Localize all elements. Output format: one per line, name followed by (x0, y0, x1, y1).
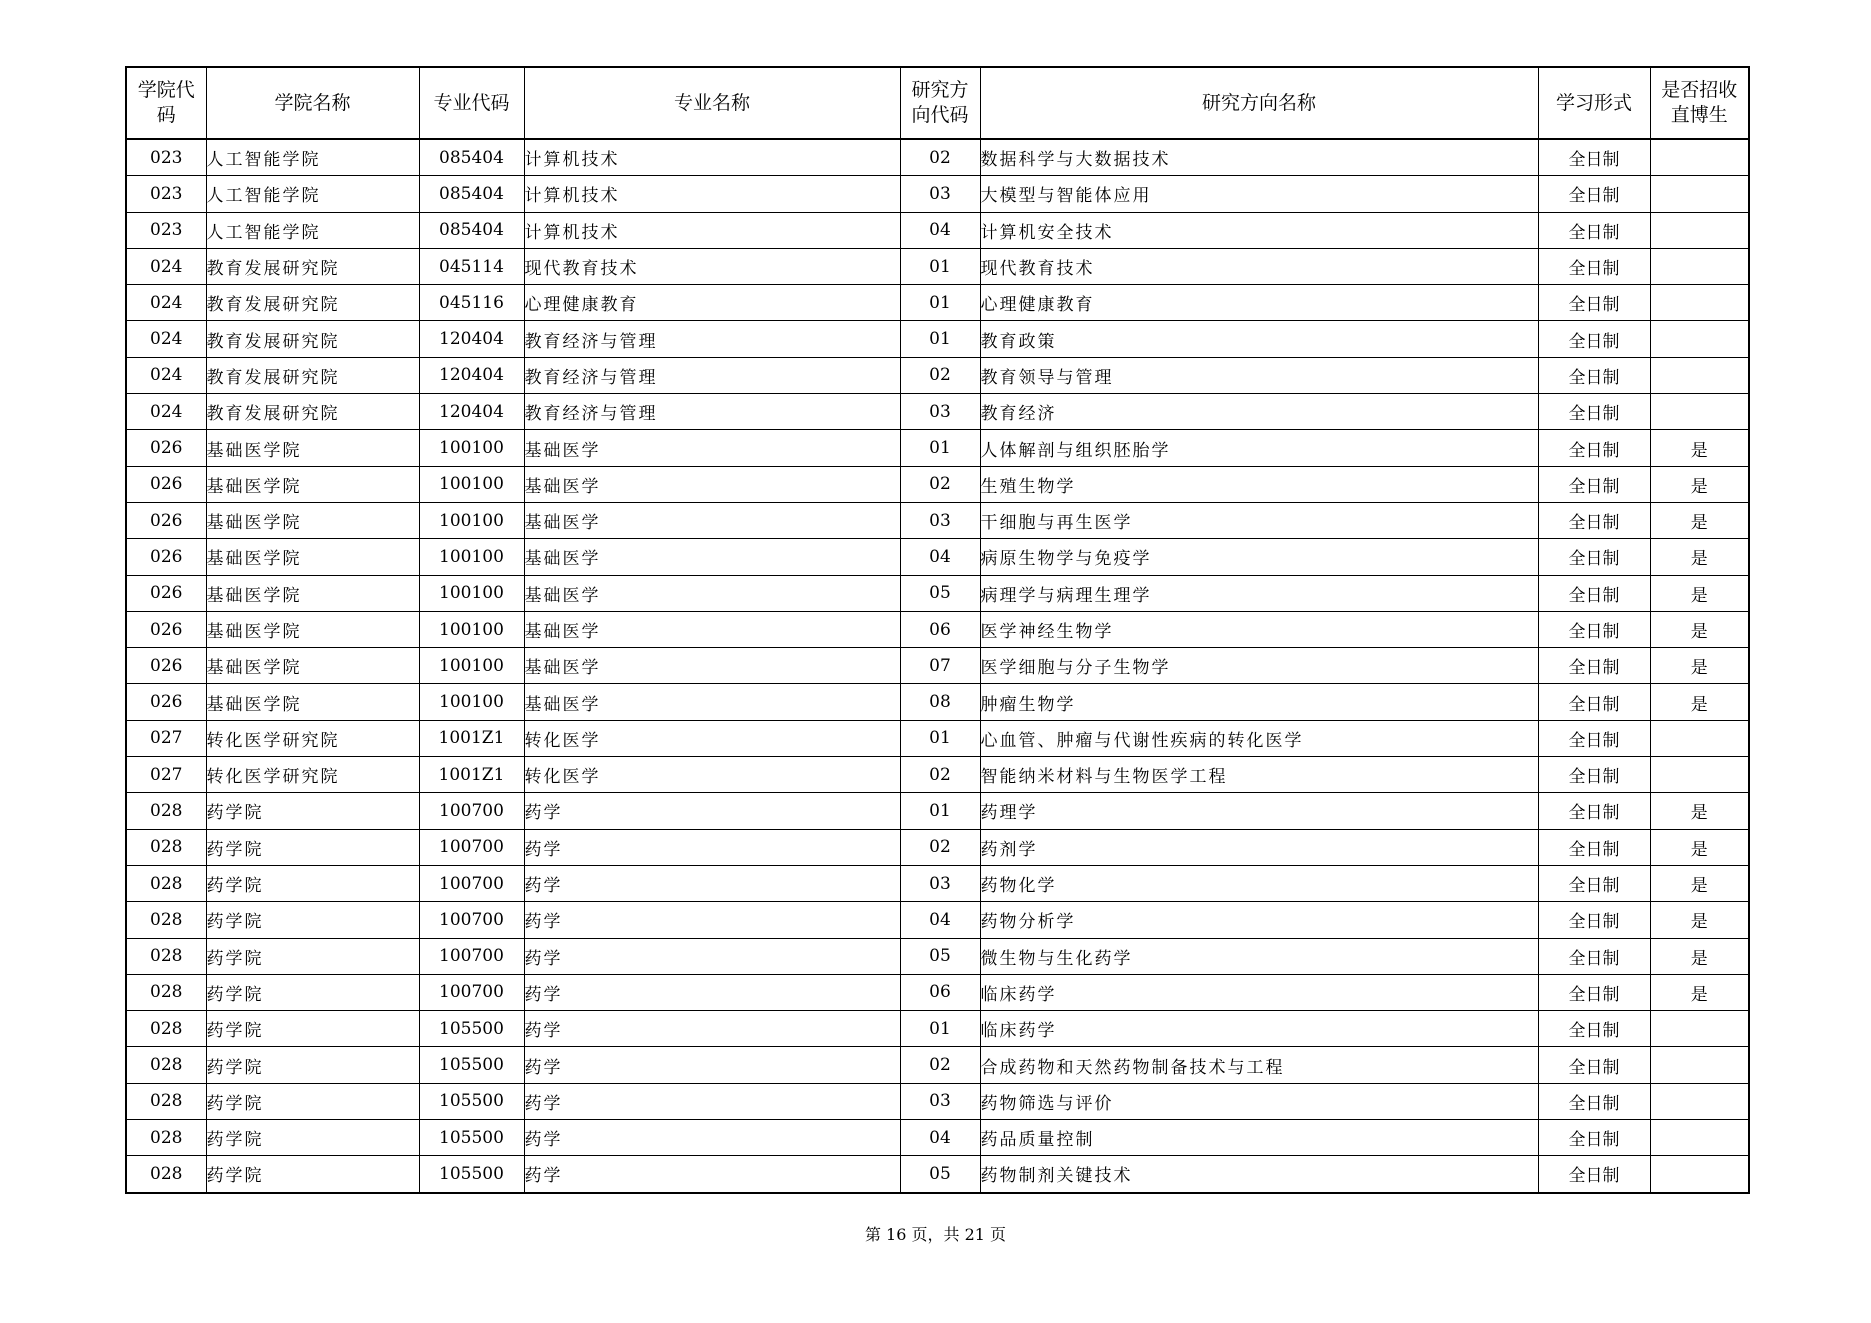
major-code-cell: 105500 (419, 1011, 524, 1047)
table-row (126, 575, 1749, 611)
direction-code-cell: 04 (900, 212, 980, 248)
college-code-cell: 024 (126, 357, 206, 393)
direct-phd-cell: 是 (1650, 466, 1749, 502)
college-code-cell: 024 (126, 394, 206, 430)
direct-phd-cell (1650, 1156, 1749, 1193)
college-code-cell: 023 (126, 176, 206, 212)
major-code-cell: 120404 (419, 321, 524, 357)
major-code-cell: 100100 (419, 502, 524, 538)
table-row (126, 502, 1749, 538)
study-mode-cell: 全日制 (1538, 865, 1650, 901)
direct-phd-cell: 是 (1650, 974, 1749, 1010)
college-name-cell: 基础医学院 (206, 430, 419, 466)
study-mode-cell: 全日制 (1538, 176, 1650, 212)
table-row (126, 757, 1749, 793)
major-name-cell: 基础医学 (524, 502, 900, 538)
direct-phd-cell (1650, 1047, 1749, 1083)
direction-code-cell: 04 (900, 902, 980, 938)
direct-phd-cell: 是 (1650, 502, 1749, 538)
direct-phd-cell: 是 (1650, 684, 1749, 720)
major-name-cell: 转化医学 (524, 757, 900, 793)
college-name-cell: 教育发展研究院 (206, 394, 419, 430)
major-code-cell: 100100 (419, 430, 524, 466)
direction-name-cell: 病原生物学与免疫学 (980, 539, 1538, 575)
college-name-cell: 基础医学院 (206, 539, 419, 575)
table-row (126, 176, 1749, 212)
header-major-code: 专业代码 (419, 67, 524, 139)
table-row (126, 212, 1749, 248)
direct-phd-cell (1650, 757, 1749, 793)
major-name-cell: 教育经济与管理 (524, 357, 900, 393)
direction-code-cell: 01 (900, 793, 980, 829)
major-code-cell: 100700 (419, 974, 524, 1010)
major-code-cell: 120404 (419, 357, 524, 393)
table-row (126, 539, 1749, 575)
major-code-cell: 105500 (419, 1083, 524, 1119)
major-code-cell: 045114 (419, 248, 524, 284)
direction-code-cell: 02 (900, 139, 980, 176)
direction-code-cell: 06 (900, 611, 980, 647)
table-row (126, 1011, 1749, 1047)
major-code-cell: 100700 (419, 829, 524, 865)
table-row (126, 902, 1749, 938)
major-code-cell: 1001Z1 (419, 720, 524, 756)
table-row (126, 139, 1749, 176)
direction-code-cell: 03 (900, 1083, 980, 1119)
direction-name-cell: 肿瘤生物学 (980, 684, 1538, 720)
study-mode-cell: 全日制 (1538, 1047, 1650, 1083)
direction-name-cell: 心血管、肿瘤与代谢性疾病的转化医学 (980, 720, 1538, 756)
study-mode-cell: 全日制 (1538, 575, 1650, 611)
direction-name-cell: 现代教育技术 (980, 248, 1538, 284)
direction-code-cell: 04 (900, 539, 980, 575)
college-name-cell: 药学院 (206, 829, 419, 865)
college-code-cell: 023 (126, 139, 206, 176)
direct-phd-cell (1650, 176, 1749, 212)
direct-phd-cell: 是 (1650, 938, 1749, 974)
direction-name-cell: 药物制剂关键技术 (980, 1156, 1538, 1193)
college-code-cell: 024 (126, 285, 206, 321)
direction-code-cell: 01 (900, 248, 980, 284)
study-mode-cell: 全日制 (1538, 430, 1650, 466)
direction-name-cell: 医学细胞与分子生物学 (980, 648, 1538, 684)
direct-phd-cell: 是 (1650, 648, 1749, 684)
college-name-cell: 药学院 (206, 1156, 419, 1193)
header-college-code: 学院代码 (126, 67, 206, 139)
college-code-cell: 028 (126, 829, 206, 865)
college-code-cell: 028 (126, 938, 206, 974)
table-row (126, 865, 1749, 901)
college-code-cell: 028 (126, 865, 206, 901)
study-mode-cell: 全日制 (1538, 539, 1650, 575)
direct-phd-cell: 是 (1650, 829, 1749, 865)
study-mode-cell: 全日制 (1538, 793, 1650, 829)
major-code-cell: 045116 (419, 285, 524, 321)
major-code-cell: 085404 (419, 212, 524, 248)
table-row (126, 938, 1749, 974)
direction-name-cell: 教育政策 (980, 321, 1538, 357)
direction-name-cell: 病理学与病理生理学 (980, 575, 1538, 611)
direct-phd-cell (1650, 1011, 1749, 1047)
direct-phd-cell: 是 (1650, 793, 1749, 829)
major-name-cell: 基础医学 (524, 575, 900, 611)
major-code-cell: 100100 (419, 611, 524, 647)
major-code-cell: 1001Z1 (419, 757, 524, 793)
header-study-mode: 学习形式 (1538, 67, 1650, 139)
study-mode-cell: 全日制 (1538, 1156, 1650, 1193)
direction-code-cell: 08 (900, 684, 980, 720)
direct-phd-cell: 是 (1650, 539, 1749, 575)
college-name-cell: 药学院 (206, 1011, 419, 1047)
college-code-cell: 026 (126, 575, 206, 611)
college-code-cell: 027 (126, 720, 206, 756)
direction-code-cell: 07 (900, 648, 980, 684)
direct-phd-cell (1650, 139, 1749, 176)
major-name-cell: 现代教育技术 (524, 248, 900, 284)
table-row (126, 829, 1749, 865)
college-code-cell: 028 (126, 1120, 206, 1156)
direction-code-cell: 06 (900, 974, 980, 1010)
page-number-footer: 第 16 页，共 21 页 (864, 1225, 1007, 1244)
direction-name-cell: 数据科学与大数据技术 (980, 139, 1538, 176)
major-code-cell: 100700 (419, 938, 524, 974)
major-name-cell: 基础医学 (524, 684, 900, 720)
college-name-cell: 教育发展研究院 (206, 248, 419, 284)
college-name-cell: 转化医学研究院 (206, 720, 419, 756)
direction-name-cell: 生殖生物学 (980, 466, 1538, 502)
college-name-cell: 基础医学院 (206, 502, 419, 538)
direction-code-cell: 05 (900, 1156, 980, 1193)
enrollment-table (125, 66, 1750, 1194)
direction-name-cell: 计算机安全技术 (980, 212, 1538, 248)
college-name-cell: 教育发展研究院 (206, 321, 419, 357)
college-code-cell: 028 (126, 902, 206, 938)
study-mode-cell: 全日制 (1538, 720, 1650, 756)
college-code-cell: 028 (126, 1156, 206, 1193)
direction-name-cell: 临床药学 (980, 1011, 1538, 1047)
study-mode-cell: 全日制 (1538, 248, 1650, 284)
direction-code-cell: 01 (900, 285, 980, 321)
study-mode-cell: 全日制 (1538, 938, 1650, 974)
direction-code-cell: 02 (900, 466, 980, 502)
table-row (126, 1156, 1749, 1193)
study-mode-cell: 全日制 (1538, 212, 1650, 248)
study-mode-cell: 全日制 (1538, 1083, 1650, 1119)
college-name-cell: 药学院 (206, 902, 419, 938)
college-name-cell: 药学院 (206, 1120, 419, 1156)
major-code-cell: 120404 (419, 394, 524, 430)
major-code-cell: 100100 (419, 648, 524, 684)
college-name-cell: 基础医学院 (206, 684, 419, 720)
direct-phd-cell (1650, 357, 1749, 393)
study-mode-cell: 全日制 (1538, 466, 1650, 502)
direction-code-cell: 04 (900, 1120, 980, 1156)
major-name-cell: 计算机技术 (524, 176, 900, 212)
major-code-cell: 100100 (419, 539, 524, 575)
study-mode-cell: 全日制 (1538, 902, 1650, 938)
table-header (126, 67, 1749, 139)
direction-name-cell: 合成药物和天然药物制备技术与工程 (980, 1047, 1538, 1083)
major-code-cell: 105500 (419, 1047, 524, 1083)
major-name-cell: 教育经济与管理 (524, 321, 900, 357)
college-name-cell: 药学院 (206, 865, 419, 901)
college-code-cell: 026 (126, 611, 206, 647)
header-direct-phd: 是否招收直博生 (1650, 67, 1749, 139)
study-mode-cell: 全日制 (1538, 321, 1650, 357)
study-mode-cell: 全日制 (1538, 1011, 1650, 1047)
college-name-cell: 药学院 (206, 1047, 419, 1083)
header-college-name: 学院名称 (206, 67, 419, 139)
major-code-cell: 105500 (419, 1120, 524, 1156)
college-code-cell: 028 (126, 1011, 206, 1047)
major-code-cell: 100100 (419, 684, 524, 720)
direction-name-cell: 心理健康教育 (980, 285, 1538, 321)
college-code-cell: 023 (126, 212, 206, 248)
major-name-cell: 药学 (524, 829, 900, 865)
study-mode-cell: 全日制 (1538, 285, 1650, 321)
direction-name-cell: 人体解剖与组织胚胎学 (980, 430, 1538, 466)
study-mode-cell: 全日制 (1538, 394, 1650, 430)
direct-phd-cell: 是 (1650, 865, 1749, 901)
table-row (126, 285, 1749, 321)
direct-phd-cell (1650, 212, 1749, 248)
direction-code-cell: 03 (900, 502, 980, 538)
major-name-cell: 教育经济与管理 (524, 394, 900, 430)
college-name-cell: 人工智能学院 (206, 212, 419, 248)
header-major-name: 专业名称 (524, 67, 900, 139)
college-code-cell: 026 (126, 466, 206, 502)
college-code-cell: 026 (126, 648, 206, 684)
direction-name-cell: 临床药学 (980, 974, 1538, 1010)
direct-phd-cell (1650, 394, 1749, 430)
direction-code-cell: 01 (900, 720, 980, 756)
major-name-cell: 药学 (524, 865, 900, 901)
table-row (126, 1047, 1749, 1083)
direction-name-cell: 药理学 (980, 793, 1538, 829)
direction-name-cell: 药物化学 (980, 865, 1538, 901)
direct-phd-cell (1650, 1083, 1749, 1119)
study-mode-cell: 全日制 (1538, 684, 1650, 720)
college-name-cell: 药学院 (206, 974, 419, 1010)
table-row (126, 321, 1749, 357)
direction-name-cell: 微生物与生化药学 (980, 938, 1538, 974)
direct-phd-cell (1650, 321, 1749, 357)
major-name-cell: 心理健康教育 (524, 285, 900, 321)
major-code-cell: 100100 (419, 575, 524, 611)
major-name-cell: 药学 (524, 1011, 900, 1047)
major-code-cell: 085404 (419, 139, 524, 176)
major-name-cell: 基础医学 (524, 539, 900, 575)
direct-phd-cell: 是 (1650, 902, 1749, 938)
direction-name-cell: 药物筛选与评价 (980, 1083, 1538, 1119)
study-mode-cell: 全日制 (1538, 974, 1650, 1010)
college-code-cell: 026 (126, 502, 206, 538)
major-name-cell: 基础医学 (524, 648, 900, 684)
direction-name-cell: 药剂学 (980, 829, 1538, 865)
major-code-cell: 100100 (419, 466, 524, 502)
table-row (126, 357, 1749, 393)
header-direction-code: 研究方向代码 (900, 67, 980, 139)
college-name-cell: 转化医学研究院 (206, 757, 419, 793)
college-name-cell: 教育发展研究院 (206, 285, 419, 321)
table-row (126, 611, 1749, 647)
table-row (126, 1120, 1749, 1156)
table-row (126, 793, 1749, 829)
college-code-cell: 024 (126, 248, 206, 284)
direction-code-cell: 05 (900, 575, 980, 611)
major-code-cell: 100700 (419, 865, 524, 901)
major-name-cell: 基础医学 (524, 466, 900, 502)
college-code-cell: 028 (126, 974, 206, 1010)
direction-code-cell: 02 (900, 357, 980, 393)
major-name-cell: 药学 (524, 1120, 900, 1156)
major-name-cell: 计算机技术 (524, 139, 900, 176)
college-code-cell: 028 (126, 793, 206, 829)
college-name-cell: 基础医学院 (206, 466, 419, 502)
table-row (126, 720, 1749, 756)
study-mode-cell: 全日制 (1538, 648, 1650, 684)
direct-phd-cell: 是 (1650, 430, 1749, 466)
direct-phd-cell: 是 (1650, 575, 1749, 611)
direction-name-cell: 药品质量控制 (980, 1120, 1538, 1156)
major-name-cell: 药学 (524, 938, 900, 974)
major-name-cell: 药学 (524, 1083, 900, 1119)
direction-code-cell: 02 (900, 757, 980, 793)
college-name-cell: 药学院 (206, 1083, 419, 1119)
college-name-cell: 人工智能学院 (206, 176, 419, 212)
direction-name-cell: 干细胞与再生医学 (980, 502, 1538, 538)
major-name-cell: 药学 (524, 1156, 900, 1193)
major-name-cell: 计算机技术 (524, 212, 900, 248)
college-code-cell: 028 (126, 1047, 206, 1083)
college-name-cell: 药学院 (206, 938, 419, 974)
college-name-cell: 基础医学院 (206, 575, 419, 611)
direction-code-cell: 03 (900, 176, 980, 212)
major-code-cell: 100700 (419, 902, 524, 938)
college-code-cell: 027 (126, 757, 206, 793)
major-code-cell: 100700 (419, 793, 524, 829)
table-row (126, 1083, 1749, 1119)
study-mode-cell: 全日制 (1538, 502, 1650, 538)
college-name-cell: 人工智能学院 (206, 139, 419, 176)
major-name-cell: 药学 (524, 974, 900, 1010)
direction-name-cell: 医学神经生物学 (980, 611, 1538, 647)
college-code-cell: 026 (126, 684, 206, 720)
study-mode-cell: 全日制 (1538, 357, 1650, 393)
study-mode-cell: 全日制 (1538, 829, 1650, 865)
direct-phd-cell (1650, 1120, 1749, 1156)
direction-name-cell: 教育领导与管理 (980, 357, 1538, 393)
study-mode-cell: 全日制 (1538, 611, 1650, 647)
college-code-cell: 026 (126, 430, 206, 466)
major-code-cell: 105500 (419, 1156, 524, 1193)
college-code-cell: 026 (126, 539, 206, 575)
direct-phd-cell (1650, 720, 1749, 756)
college-name-cell: 基础医学院 (206, 648, 419, 684)
direct-phd-cell: 是 (1650, 611, 1749, 647)
college-code-cell: 024 (126, 321, 206, 357)
major-name-cell: 转化医学 (524, 720, 900, 756)
major-name-cell: 药学 (524, 793, 900, 829)
direction-name-cell: 药物分析学 (980, 902, 1538, 938)
direction-name-cell: 智能纳米材料与生物医学工程 (980, 757, 1538, 793)
header-direction-name: 研究方向名称 (980, 67, 1538, 139)
major-code-cell: 085404 (419, 176, 524, 212)
direct-phd-cell (1650, 248, 1749, 284)
major-name-cell: 药学 (524, 1047, 900, 1083)
direction-code-cell: 01 (900, 430, 980, 466)
direct-phd-cell (1650, 285, 1749, 321)
college-code-cell: 028 (126, 1083, 206, 1119)
study-mode-cell: 全日制 (1538, 757, 1650, 793)
college-name-cell: 药学院 (206, 793, 419, 829)
college-name-cell: 基础医学院 (206, 611, 419, 647)
study-mode-cell: 全日制 (1538, 139, 1650, 176)
study-mode-cell: 全日制 (1538, 1120, 1650, 1156)
college-name-cell: 教育发展研究院 (206, 357, 419, 393)
header-row (126, 67, 1749, 139)
direction-code-cell: 01 (900, 1011, 980, 1047)
direction-code-cell: 03 (900, 865, 980, 901)
table-row (126, 466, 1749, 502)
direction-code-cell: 02 (900, 1047, 980, 1083)
table-row (126, 648, 1749, 684)
major-name-cell: 药学 (524, 902, 900, 938)
direction-code-cell: 02 (900, 829, 980, 865)
direction-code-cell: 05 (900, 938, 980, 974)
table-row (126, 974, 1749, 1010)
table-row (126, 394, 1749, 430)
direction-name-cell: 教育经济 (980, 394, 1538, 430)
major-name-cell: 基础医学 (524, 430, 900, 466)
major-name-cell: 基础医学 (524, 611, 900, 647)
table-body (126, 139, 1749, 1193)
direction-code-cell: 03 (900, 394, 980, 430)
direction-code-cell: 01 (900, 321, 980, 357)
table-row (126, 684, 1749, 720)
table-row (126, 248, 1749, 284)
direction-name-cell: 大模型与智能体应用 (980, 176, 1538, 212)
table-row (126, 430, 1749, 466)
